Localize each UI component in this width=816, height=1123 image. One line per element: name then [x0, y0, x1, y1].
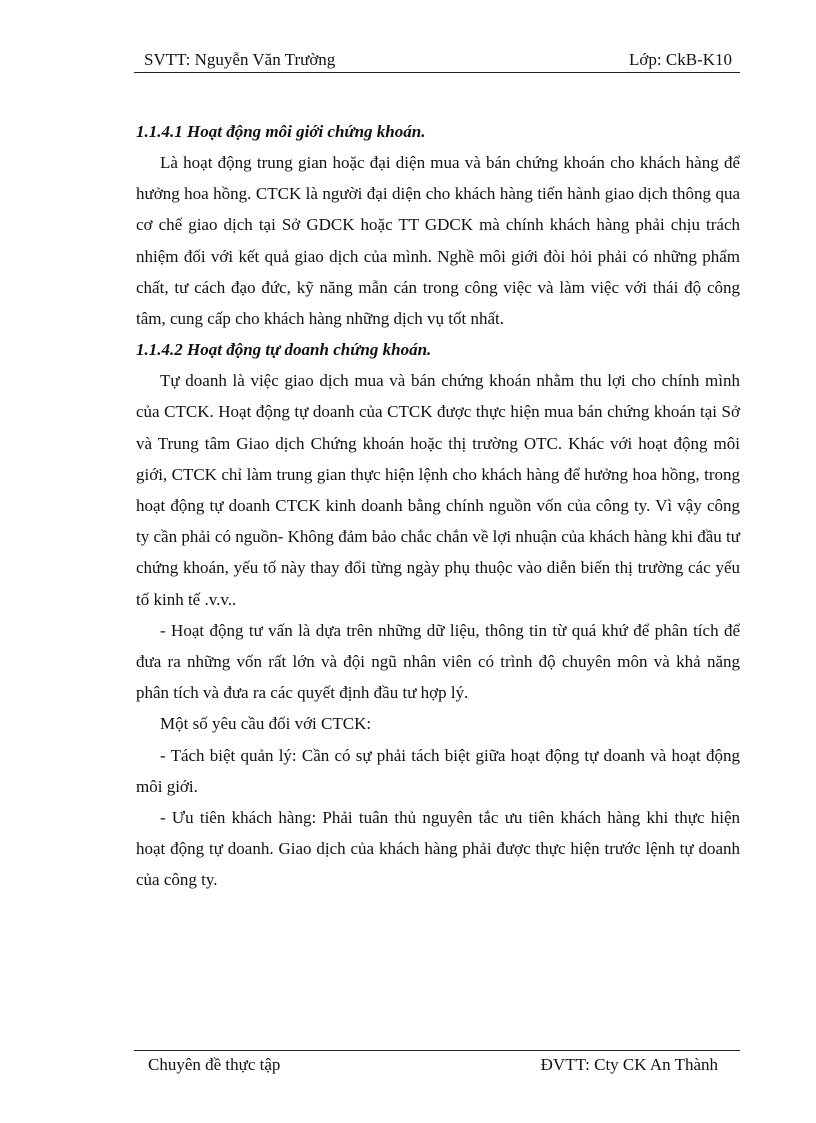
section-heading-2: 1.1.4.2 Hoạt động tự doanh chứng khoán. [136, 340, 432, 360]
section-heading-1: 1.1.4.1 Hoạt động môi giới chứng khoán. [136, 122, 426, 141]
paragraph: - Hoạt động tư vấn là dựa trên những dữ liệu, thông tin từ quá khứ để phân tích để đưa ra những vốn rất lớn và đội ngũ nhân viên có trình độ chuyên môn và khả năng phân tích và đưa ra các quyết định đầu tư hợp lý. [136, 620, 740, 703]
page-footer [134, 1050, 740, 1075]
paragraph: Là hoạt động trung gian hoặc đại diện mua và bán chứng khoán cho khách hàng để hưởng hoa hồng. CTCK là người đại diện cho khách hàng tiến hành giao dịch thông qua cơ chế giao dịch tại Sở GDCK hoặc TT GDCK mà chính khách hàng phải chịu trách nhiệm đối với kết quả giao dịch của mình. Nghề môi giới đòi hỏi phải có những phẩm chất, tư cách đạo đức, kỹ năng mẫn cán trong công việc và làm việc với thái độ công tâm, cung cấp cho khách hàng những dịch vụ tốt nhất. [136, 153, 740, 329]
page-header [134, 50, 740, 73]
footer-company: ĐVTT: Cty CK An Thành [540, 1055, 718, 1074]
paragraph: Một số yêu cầu đối với CTCK: [160, 714, 372, 734]
page-body [136, 116, 740, 896]
header-class: Lớp: CkB-K10 [629, 50, 732, 69]
footer-title: Chuyên đề thực tập [148, 1055, 281, 1074]
paragraph: Tự doanh là việc giao dịch mua và bán chứng khoán nhằm thu lợi cho chính mình của CTCK. Hoạt động tự doanh của CTCK được thực hiện mua bán chứng khoán tại Sở và Trung tâm Giao dịch Chứng khoán hoặc thị trường OTC. Khác với hoạt động môi giới, CTCK chỉ làm trung gian thực hiện lệnh cho khách hàng để hưởng hoa hồng, trong hoạt động tự doanh CTCK kinh doanh bằng chính nguồn vốn của công ty. Vì vậy công ty cần phải có nguồn- Không đảm bảo chắc chắn về lợi nhuận của khách hàng khi đầu tư chứng khoán, yếu tố này thay đổi từng ngày phụ thuộc vào diễn biến thị trường các yếu tố kinh tế .v.v.. [136, 371, 740, 609]
paragraph: - Tách biệt quản lý: Cần có sự phải tách biệt giữa hoạt động tự doanh và hoạt động môi giới. [136, 745, 740, 796]
header-student: SVTT: Nguyễn Văn Trường [144, 50, 336, 69]
paragraph: - Ưu tiên khách hàng: Phải tuân thủ nguyên tắc ưu tiên khách hàng khi thực hiện hoạt động tự doanh. Giao dịch của khách hàng phải được thực hiện trước lệnh tự doanh của công ty. [136, 808, 740, 890]
